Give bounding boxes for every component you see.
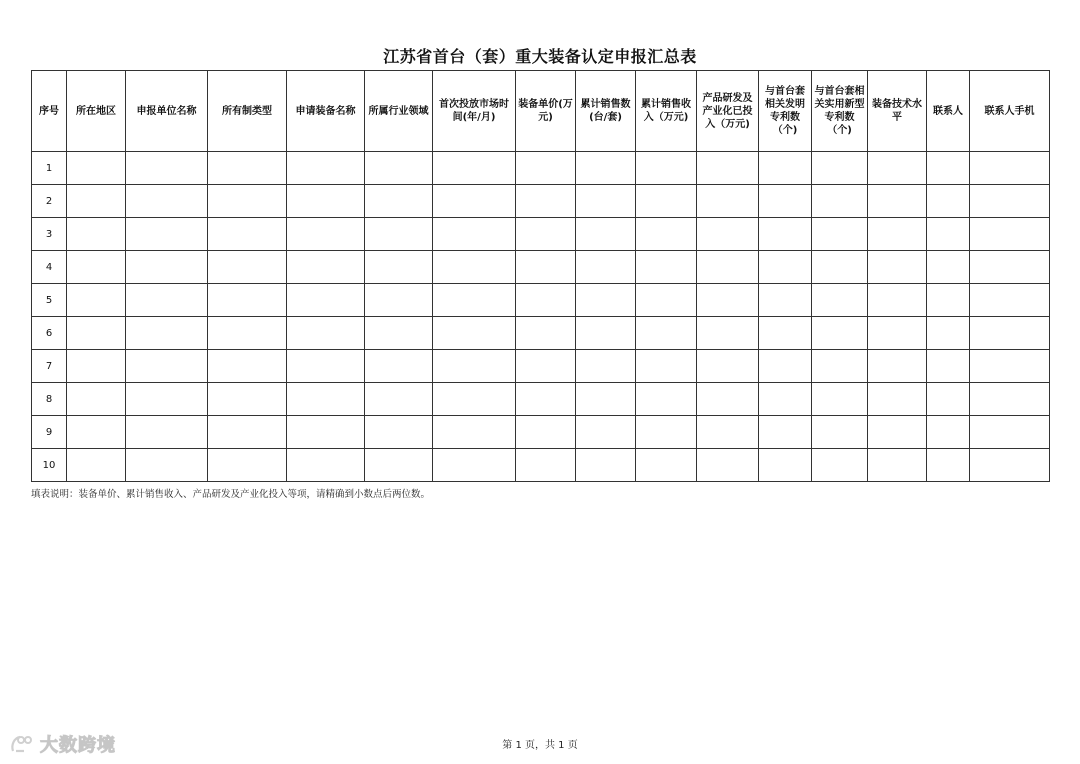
table-cell[interactable] xyxy=(433,152,516,185)
table-cell[interactable] xyxy=(759,251,812,284)
table-cell[interactable] xyxy=(576,449,636,482)
table-cell[interactable] xyxy=(868,218,927,251)
table-cell[interactable] xyxy=(208,218,287,251)
table-cell[interactable] xyxy=(365,317,433,350)
table-row xyxy=(32,218,1050,251)
table-cell[interactable] xyxy=(287,317,365,350)
table-row xyxy=(32,317,1050,350)
table-cell[interactable] xyxy=(516,416,576,449)
table-cell[interactable] xyxy=(576,317,636,350)
table-cell[interactable] xyxy=(287,251,365,284)
row-number: 10 xyxy=(32,449,67,482)
table-cell[interactable] xyxy=(516,317,576,350)
table-cell[interactable] xyxy=(67,185,126,218)
table-cell[interactable] xyxy=(126,383,208,416)
table-cell[interactable] xyxy=(67,218,126,251)
table-cell[interactable] xyxy=(365,185,433,218)
table-cell[interactable] xyxy=(365,218,433,251)
table-row xyxy=(32,185,1050,218)
table-cell[interactable] xyxy=(812,317,868,350)
table-cell[interactable] xyxy=(970,152,1050,185)
table-cell[interactable] xyxy=(759,350,812,383)
table-cell[interactable] xyxy=(365,416,433,449)
table-cell[interactable] xyxy=(433,185,516,218)
table-cell[interactable] xyxy=(636,185,697,218)
table-cell[interactable] xyxy=(697,152,759,185)
table-cell[interactable] xyxy=(927,185,970,218)
table-cell[interactable] xyxy=(433,449,516,482)
table-cell[interactable] xyxy=(433,251,516,284)
column-header: 累计销售收入（万元) xyxy=(636,71,697,152)
table-cell[interactable] xyxy=(812,185,868,218)
table-cell[interactable] xyxy=(759,185,812,218)
table-cell[interactable] xyxy=(576,152,636,185)
table-cell[interactable] xyxy=(516,251,576,284)
table-cell[interactable] xyxy=(287,152,365,185)
table-cell[interactable] xyxy=(433,218,516,251)
table-cell[interactable] xyxy=(812,218,868,251)
watermark xyxy=(10,731,116,757)
table-cell[interactable] xyxy=(208,383,287,416)
table-cell[interactable] xyxy=(287,449,365,482)
table-row xyxy=(32,152,1050,185)
table-cell[interactable] xyxy=(970,185,1050,218)
column-header: 装备单价(万元) xyxy=(516,71,576,152)
table-cell[interactable] xyxy=(759,416,812,449)
logo-icon xyxy=(10,733,36,755)
table-cell[interactable] xyxy=(927,152,970,185)
table-cell[interactable] xyxy=(927,284,970,317)
table-cell[interactable] xyxy=(636,383,697,416)
table-cell[interactable] xyxy=(365,449,433,482)
table-cell[interactable] xyxy=(970,350,1050,383)
table-cell[interactable] xyxy=(868,317,927,350)
table-cell[interactable] xyxy=(970,251,1050,284)
table-cell[interactable] xyxy=(67,251,126,284)
table-row xyxy=(32,449,1050,482)
table-cell[interactable] xyxy=(365,152,433,185)
column-header: 联系人手机 xyxy=(970,71,1050,152)
table-cell[interactable] xyxy=(636,284,697,317)
table-cell[interactable] xyxy=(812,416,868,449)
table-cell[interactable] xyxy=(208,317,287,350)
table-row xyxy=(32,383,1050,416)
table-cell[interactable] xyxy=(433,383,516,416)
table-cell[interactable] xyxy=(812,251,868,284)
table-cell[interactable] xyxy=(759,317,812,350)
row-number: 9 xyxy=(32,416,67,449)
table-cell[interactable] xyxy=(576,383,636,416)
table-cell[interactable] xyxy=(433,416,516,449)
table-cell[interactable] xyxy=(927,416,970,449)
row-number: 7 xyxy=(32,350,67,383)
table-cell[interactable] xyxy=(576,251,636,284)
table-cell[interactable] xyxy=(759,152,812,185)
table-cell[interactable] xyxy=(67,416,126,449)
table-cell[interactable] xyxy=(868,251,927,284)
column-header: 累计销售数(台/套) xyxy=(576,71,636,152)
table-cell[interactable] xyxy=(576,416,636,449)
table-cell[interactable] xyxy=(927,383,970,416)
table-cell[interactable] xyxy=(759,449,812,482)
table-row xyxy=(32,350,1050,383)
table-cell[interactable] xyxy=(812,383,868,416)
table-cell[interactable] xyxy=(208,152,287,185)
table-cell[interactable] xyxy=(67,152,126,185)
table-cell[interactable] xyxy=(126,449,208,482)
table-cell[interactable] xyxy=(868,350,927,383)
column-header: 与首台套相关发明专利数（个) xyxy=(759,71,812,152)
column-header: 所属行业领域 xyxy=(365,71,433,152)
table-cell[interactable] xyxy=(126,152,208,185)
table-cell[interactable] xyxy=(433,350,516,383)
table-cell[interactable] xyxy=(576,284,636,317)
table-cell[interactable] xyxy=(516,152,576,185)
table-cell[interactable] xyxy=(868,185,927,218)
table-cell[interactable] xyxy=(970,218,1050,251)
table-cell[interactable] xyxy=(287,350,365,383)
table-cell[interactable] xyxy=(868,152,927,185)
table-cell[interactable] xyxy=(812,350,868,383)
table-cell[interactable] xyxy=(927,251,970,284)
column-header: 所在地区 xyxy=(67,71,126,152)
column-header: 产品研发及产业化已投入（万元) xyxy=(697,71,759,152)
table-cell[interactable] xyxy=(433,284,516,317)
column-header: 首次投放市场时间(年/月) xyxy=(433,71,516,152)
table-cell[interactable] xyxy=(697,449,759,482)
page-title: 江苏省首台（套）重大装备认定申报汇总表 xyxy=(383,47,697,66)
table-cell[interactable] xyxy=(516,185,576,218)
table-cell[interactable] xyxy=(812,152,868,185)
table-cell[interactable] xyxy=(927,449,970,482)
table-cell[interactable] xyxy=(697,284,759,317)
table-cell[interactable] xyxy=(126,350,208,383)
table-cell[interactable] xyxy=(576,185,636,218)
table-cell[interactable] xyxy=(636,416,697,449)
row-number: 8 xyxy=(32,383,67,416)
table-cell[interactable] xyxy=(697,218,759,251)
table-cell[interactable] xyxy=(636,350,697,383)
table-cell[interactable] xyxy=(927,350,970,383)
table-cell[interactable] xyxy=(636,449,697,482)
table-row xyxy=(32,251,1050,284)
column-header: 与首台套相关实用新型专利数（个) xyxy=(812,71,868,152)
table-cell[interactable] xyxy=(697,350,759,383)
table-cell[interactable] xyxy=(636,251,697,284)
table-cell[interactable] xyxy=(868,416,927,449)
table-cell[interactable] xyxy=(636,317,697,350)
table-cell[interactable] xyxy=(868,383,927,416)
table-cell[interactable] xyxy=(208,251,287,284)
table-cell[interactable] xyxy=(365,251,433,284)
table-cell[interactable] xyxy=(812,449,868,482)
table-cell[interactable] xyxy=(208,284,287,317)
table-cell[interactable] xyxy=(516,449,576,482)
column-header: 申请装备名称 xyxy=(287,71,365,152)
column-header: 装备技术水平 xyxy=(868,71,927,152)
table-cell[interactable] xyxy=(970,383,1050,416)
table-cell[interactable] xyxy=(365,383,433,416)
table-cell[interactable] xyxy=(67,284,126,317)
table-cell[interactable] xyxy=(126,185,208,218)
table-cell[interactable] xyxy=(759,284,812,317)
table-cell[interactable] xyxy=(516,350,576,383)
table-cell[interactable] xyxy=(812,284,868,317)
table-cell[interactable] xyxy=(67,350,126,383)
table-cell[interactable] xyxy=(927,317,970,350)
table-cell[interactable] xyxy=(365,284,433,317)
table-cell[interactable] xyxy=(126,251,208,284)
table-cell[interactable] xyxy=(697,317,759,350)
fill-instructions: 填表说明：装备单价、累计销售收入、产品研发及产业化投入等项，请精确到小数点后两位数。 xyxy=(31,489,431,500)
row-number: 6 xyxy=(32,317,67,350)
watermark-text: 大数跨境 xyxy=(40,735,116,756)
table-cell[interactable] xyxy=(287,416,365,449)
table-row xyxy=(32,416,1050,449)
table-cell[interactable] xyxy=(970,416,1050,449)
table-cell[interactable] xyxy=(287,383,365,416)
page-number: 第 1 页，共 1 页 xyxy=(502,740,578,751)
table-cell[interactable] xyxy=(970,284,1050,317)
row-number: 4 xyxy=(32,251,67,284)
table-cell[interactable] xyxy=(516,284,576,317)
table-cell[interactable] xyxy=(433,317,516,350)
table-cell[interactable] xyxy=(970,449,1050,482)
column-header: 联系人 xyxy=(927,71,970,152)
table-cell[interactable] xyxy=(287,185,365,218)
table-body xyxy=(32,152,1050,482)
table-cell[interactable] xyxy=(759,218,812,251)
table-row xyxy=(32,284,1050,317)
table-cell[interactable] xyxy=(208,350,287,383)
table-cell[interactable] xyxy=(67,317,126,350)
table-cell[interactable] xyxy=(576,218,636,251)
row-number: 3 xyxy=(32,218,67,251)
table-cell[interactable] xyxy=(287,284,365,317)
table-cell[interactable] xyxy=(636,152,697,185)
summary-table xyxy=(31,70,1050,482)
column-header: 序号 xyxy=(32,71,67,152)
table-cell[interactable] xyxy=(208,416,287,449)
row-number: 2 xyxy=(32,185,67,218)
table-cell[interactable] xyxy=(697,251,759,284)
table-cell[interactable] xyxy=(697,383,759,416)
table-cell[interactable] xyxy=(868,449,927,482)
row-number: 1 xyxy=(32,152,67,185)
table-cell[interactable] xyxy=(697,416,759,449)
table-cell[interactable] xyxy=(287,218,365,251)
table-cell[interactable] xyxy=(67,449,126,482)
table-cell[interactable] xyxy=(208,185,287,218)
table-cell[interactable] xyxy=(126,284,208,317)
table-cell[interactable] xyxy=(126,317,208,350)
table-cell[interactable] xyxy=(365,350,433,383)
table-cell[interactable] xyxy=(126,416,208,449)
column-header: 申报单位名称 xyxy=(126,71,208,152)
table-cell[interactable] xyxy=(927,218,970,251)
table-cell[interactable] xyxy=(516,383,576,416)
table-cell[interactable] xyxy=(697,185,759,218)
table-cell[interactable] xyxy=(759,383,812,416)
table-cell[interactable] xyxy=(208,449,287,482)
table-cell[interactable] xyxy=(516,218,576,251)
table-cell[interactable] xyxy=(970,317,1050,350)
table-cell[interactable] xyxy=(636,218,697,251)
row-number: 5 xyxy=(32,284,67,317)
table-cell[interactable] xyxy=(67,383,126,416)
table-cell[interactable] xyxy=(868,284,927,317)
table-header-row xyxy=(32,71,1050,152)
table-cell[interactable] xyxy=(576,350,636,383)
column-header: 所有制类型 xyxy=(208,71,287,152)
table-cell[interactable] xyxy=(126,218,208,251)
